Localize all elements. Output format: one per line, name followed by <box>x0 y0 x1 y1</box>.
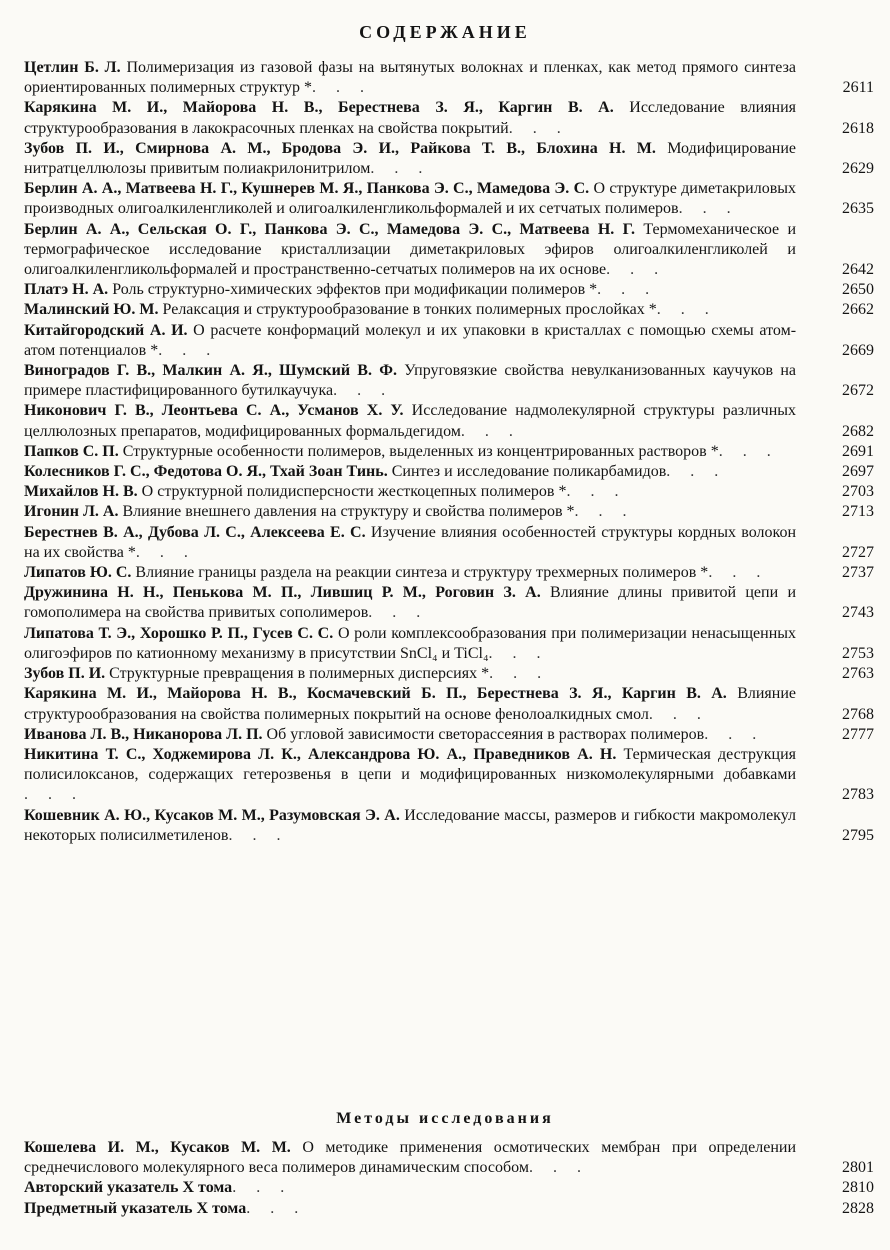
toc-entry <box>24 139 874 179</box>
toc-entry-authors: Кошевник А. Ю., Кусаков М. М., Разумовская Э. А. <box>24 806 400 824</box>
toc-entry <box>24 58 874 98</box>
toc-entry-title: Влияние внешнего давления на структуру и свойства полимеров * <box>122 503 575 521</box>
toc-entry-text <box>24 482 796 502</box>
toc-entry-text <box>24 725 796 745</box>
toc-entry-page: 2713 <box>842 503 874 521</box>
toc-entry <box>24 300 874 320</box>
toc-entry-text <box>24 806 796 846</box>
dot-leader: . . . <box>158 341 219 359</box>
toc-entry <box>24 1138 874 1178</box>
toc-entry-title: Исследование массы, размеров и гибкости макромолекул некоторых полисилметиленов <box>24 806 797 844</box>
toc-entry-authors: Цетлин Б. Л. <box>24 59 121 76</box>
toc-entry-title: Термическая деструкция полисилоксанов, содержащих гетерозвенья в цепи и модифицированных низкомолекулярными добавками <box>24 745 797 784</box>
toc-entry <box>24 725 874 745</box>
toc-entry-text <box>24 300 796 320</box>
toc-entry-authors: Колесников Г. С., Федотова О. Я., Тхай Зоан Тинь. <box>24 463 388 481</box>
toc-entry <box>24 1178 874 1198</box>
toc-entry-page: 2697 <box>842 463 874 481</box>
toc-entry-authors: Карякина М. И., Майорова Н. В., Берестнева З. Я., Каргин В. А. <box>24 99 614 117</box>
toc-entry-title: Релаксация и структурообразование в тонких полимерных прослойках * <box>162 301 657 319</box>
toc-entry-text <box>24 98 796 138</box>
toc-entry-page: 2810 <box>842 1179 874 1197</box>
toc-entry <box>24 98 874 138</box>
dot-leader: . . . <box>460 422 521 440</box>
toc-entry-title: О структурной полидисперсности жесткоцепных полимеров * <box>141 483 567 501</box>
toc-entry-page: 2642 <box>842 261 874 279</box>
toc-entry-title: Об угловой зависимости светорассеяния в растворах полимеров <box>266 725 705 743</box>
toc-entry-page: 2691 <box>842 442 874 460</box>
dot-leader: . . . <box>333 382 394 400</box>
page-title: СОДЕРЖАНИЕ <box>359 22 531 42</box>
toc-entry-title: Исследование надмолекулярной структуры различных целлюлозных препаратов, модифицированных формальдегидом <box>24 402 797 440</box>
toc-entry-title: О методике применения осмотических мембран при определении среднечислового молекулярного веса полимеров динамическим способом <box>24 1139 796 1177</box>
toc-entry-authors: Карякина М. И., Майорова Н. В., Космачевский Б. П., Берестнева З. Я., Каргин В. А. <box>24 685 727 703</box>
toc-entry-authors: Берлин А. А., Матвеева Н. Г., Кушнерев М. Я., Панкова Э. С., Мамедова Э. С. <box>24 180 590 198</box>
dot-leader: . . . <box>135 543 196 561</box>
toc-entry-title: Термомеханическое и термографическое исследование кристаллизации диметакриловых эфиров олигоалкиленгликолей и олигоалкиленгликольформалей и пространственно-сетчатых полимеров на их основе <box>24 220 797 279</box>
toc-entry-page: 2703 <box>842 483 874 501</box>
toc-entry <box>24 220 874 281</box>
toc-entry-text <box>24 1138 796 1178</box>
toc-entry-page: 2727 <box>842 543 874 561</box>
toc-entry-page: 2777 <box>842 725 874 743</box>
toc-entry-title: Изучение влияния особенностей структуры кордных волокон на их свойства * <box>24 523 797 561</box>
toc-entry-title: О расчете конформаций молекул и их упаковки в кристаллах с помощью схемы атом-атом потенциалов * <box>24 321 797 359</box>
toc-entry-page: 2662 <box>842 301 874 319</box>
toc-entry <box>24 1199 874 1219</box>
toc-entry-text <box>24 401 796 441</box>
dot-leader: . . . <box>648 705 709 723</box>
toc-entry <box>24 563 874 583</box>
toc-entry-authors: Зубов П. И., Смирнова А. М., Бродова Э. И., Райкова Т. В., Блохина Н. М. <box>24 139 656 157</box>
dot-leader: . . . <box>666 463 727 481</box>
toc-entry-title: Структурные превращения в полимерных дисперсиях * <box>109 665 490 683</box>
toc-main-list <box>24 58 874 846</box>
toc-entry <box>24 361 874 401</box>
toc-entry-page: 2618 <box>842 119 874 137</box>
toc-entry-text <box>24 583 796 623</box>
toc-entry-authors: Предметный указатель X тома <box>24 1199 247 1217</box>
dot-leader: . . . <box>566 483 627 501</box>
dot-leader: . . . <box>24 786 84 804</box>
toc-entry-authors: Михайлов Н. В. <box>24 483 138 501</box>
toc-entry-authors: Липатов Ю. С. <box>24 564 132 582</box>
toc-entry-page: 2611 <box>842 79 874 97</box>
toc-entry-title: Роль структурно-химических эффектов при модификации полимеров * <box>112 281 598 299</box>
toc-entry-page: 2650 <box>842 281 874 299</box>
toc-entry-text <box>24 361 796 401</box>
toc-entry-page: 2737 <box>842 564 874 582</box>
toc-entry-page: 2783 <box>842 786 874 804</box>
dot-leader: . . . <box>574 503 635 521</box>
toc-entry-text <box>24 179 796 219</box>
toc-entry-authors: Иванова Л. В., Никанорова Л. П. <box>24 725 263 743</box>
toc-entry-page: 2828 <box>842 1199 874 1217</box>
toc-entry <box>24 583 874 623</box>
toc-entry-authors: Виноградов Г. В., Малкин А. Я., Шумский В. Ф. <box>24 362 397 380</box>
toc-entry-page: 2682 <box>842 422 874 440</box>
toc-entry-page: 2768 <box>842 705 874 723</box>
toc-entry-page: 2635 <box>842 200 874 218</box>
toc-entry-text <box>24 321 796 361</box>
toc-entry-authors: Кошелева И. М., Кусаков М. М. <box>24 1139 291 1156</box>
toc-entry-text <box>24 563 796 583</box>
toc-entry-page: 2672 <box>842 382 874 400</box>
toc-methods-list <box>24 1138 874 1219</box>
toc-entry-authors: Платэ Н. А. <box>24 281 109 299</box>
dot-leader: . . . <box>508 119 569 137</box>
toc-entry-title: Структурные особенности полимеров, выделенных из концентрированных растворов * <box>122 442 719 460</box>
toc-entry-title: О роли комплексообразования при полимеризации ненасыщенных олигоэфиров по катионному механизму в присутствии SnCl₄ и TiCl₄ <box>24 624 797 662</box>
section-title-methods: Методы исследования <box>336 1110 554 1127</box>
toc-entry-text <box>24 523 796 563</box>
dot-leader: . . . <box>606 261 667 279</box>
toc-entry-text <box>24 664 796 684</box>
toc-entry-authors: Зубов П. И. <box>24 665 106 683</box>
dot-leader: . . . <box>704 725 765 743</box>
toc-entry-authors: Никитина Т. С., Ходжемирова Л. К., Александрова Ю. А., Праведников А. Н. <box>24 745 617 763</box>
dot-leader: . . . <box>232 1179 293 1197</box>
toc-entry-page: 2763 <box>842 665 874 683</box>
toc-entry-text <box>24 745 796 806</box>
toc-entry-authors: Авторский указатель X тома <box>24 1179 233 1197</box>
toc-entry-title: Влияние длины привитой цепи и гомополимера на свойства привитых сополимеров <box>24 584 796 622</box>
dot-leader: . . . <box>678 200 739 218</box>
toc-entry-text <box>24 442 796 462</box>
toc-entry <box>24 401 874 441</box>
toc-entry <box>24 462 874 482</box>
toc-entry-title: О структуре диметакриловых производных олигоалкиленгликолей и олигоалкиленгликольформалей и их сетчатых полимеров <box>24 180 797 218</box>
toc-entry-authors: Китайгородский А. И. <box>24 321 188 339</box>
dot-leader: . . . <box>488 644 549 662</box>
toc-entry-authors: Берестнев В. А., Дубова Л. С., Алексеева Е. С. <box>24 523 366 541</box>
toc-entry-text <box>24 280 796 300</box>
toc-entry <box>24 280 874 300</box>
toc-entry-text <box>24 684 796 724</box>
toc-entry-authors: Липатова Т. Э., Хорошко Р. П., Гусев С. С. <box>24 624 334 642</box>
toc-entry <box>24 806 874 846</box>
toc-entry <box>24 482 874 502</box>
toc-entry-title: Полимеризация из газовой фазы на вытянутых волокнах и пленках, как метод прямого синтеза ориентированных полимерных структур * <box>24 59 797 97</box>
dot-leader: . . . <box>656 301 717 319</box>
toc-entry <box>24 321 874 361</box>
dot-leader: . . . <box>708 564 769 582</box>
toc-entry-title: Модифицирование нитратцеллюлозы привитым полиакрилонитрилом <box>24 139 797 178</box>
toc-entry <box>24 502 874 522</box>
toc-entry-authors: Никонович Г. В., Леонтьева С. А., Усманов Х. У. <box>24 402 404 420</box>
toc-entry-page: 2801 <box>842 1159 874 1177</box>
toc-entry <box>24 179 874 219</box>
toc-entry-text <box>24 58 796 98</box>
toc-entry-page: 2629 <box>842 160 874 178</box>
dot-leader: . . . <box>528 1159 589 1177</box>
toc-entry-authors: Берлин А. А., Сельская О. Г., Панкова Э. С., Мамедова Э. С., Матвеева Н. Г. <box>24 220 635 238</box>
toc-entry-authors: Дружинина Н. Н., Пенькова М. П., Лившиц Р. М., Роговин З. А. <box>24 584 541 602</box>
toc-entry-authors: Игонин Л. А. <box>24 503 119 521</box>
dot-leader: . . . <box>311 79 372 97</box>
toc-entry <box>24 745 874 806</box>
toc-entry-page: 2795 <box>842 826 874 844</box>
toc-entry-text <box>24 1178 796 1198</box>
dot-leader: . . . <box>370 160 431 178</box>
toc-entry-text <box>24 139 796 179</box>
toc-entry-authors: Папков С. П. <box>24 442 119 460</box>
dot-leader: . . . <box>246 1199 307 1217</box>
toc-entry-title: Влияние структурообразования на свойства полимерных покрытий на основе фенолоалкидных смол <box>24 685 797 723</box>
dot-leader: . . . <box>489 665 550 683</box>
toc-entry <box>24 442 874 462</box>
toc-entry-page: 2669 <box>842 341 874 359</box>
toc-entry-title: Исследование влияния структурообразования в лакокрасочных пленках на свойства покрытий <box>24 99 796 137</box>
dot-leader: . . . <box>718 442 779 460</box>
toc-entry <box>24 664 874 684</box>
toc-entry <box>24 624 874 664</box>
toc-entry-text <box>24 1199 796 1219</box>
toc-entry-page: 2743 <box>842 604 874 622</box>
dot-leader: . . . <box>597 281 658 299</box>
toc-entry-text <box>24 624 796 664</box>
toc-entry-authors: Малинский Ю. М. <box>24 301 159 319</box>
toc-entry-title: Синтез и исследование поликарбамидов <box>391 463 667 481</box>
dot-leader: . . . <box>368 604 429 622</box>
toc-entry-text <box>24 462 796 482</box>
toc-entry-title: Упруговязкие свойства невулканизованных каучуков на примере пластифицированного бутилкаучука <box>24 362 797 400</box>
toc-entry <box>24 684 874 724</box>
toc-entry-page: 2753 <box>842 644 874 662</box>
toc-entry-title: Влияние границы раздела на реакции синтеза и структуру трехмерных полимеров * <box>135 564 709 582</box>
toc-entry-text <box>24 502 796 522</box>
toc-entry <box>24 523 874 563</box>
dot-leader: . . . <box>228 826 289 844</box>
toc-entry-text <box>24 220 796 281</box>
